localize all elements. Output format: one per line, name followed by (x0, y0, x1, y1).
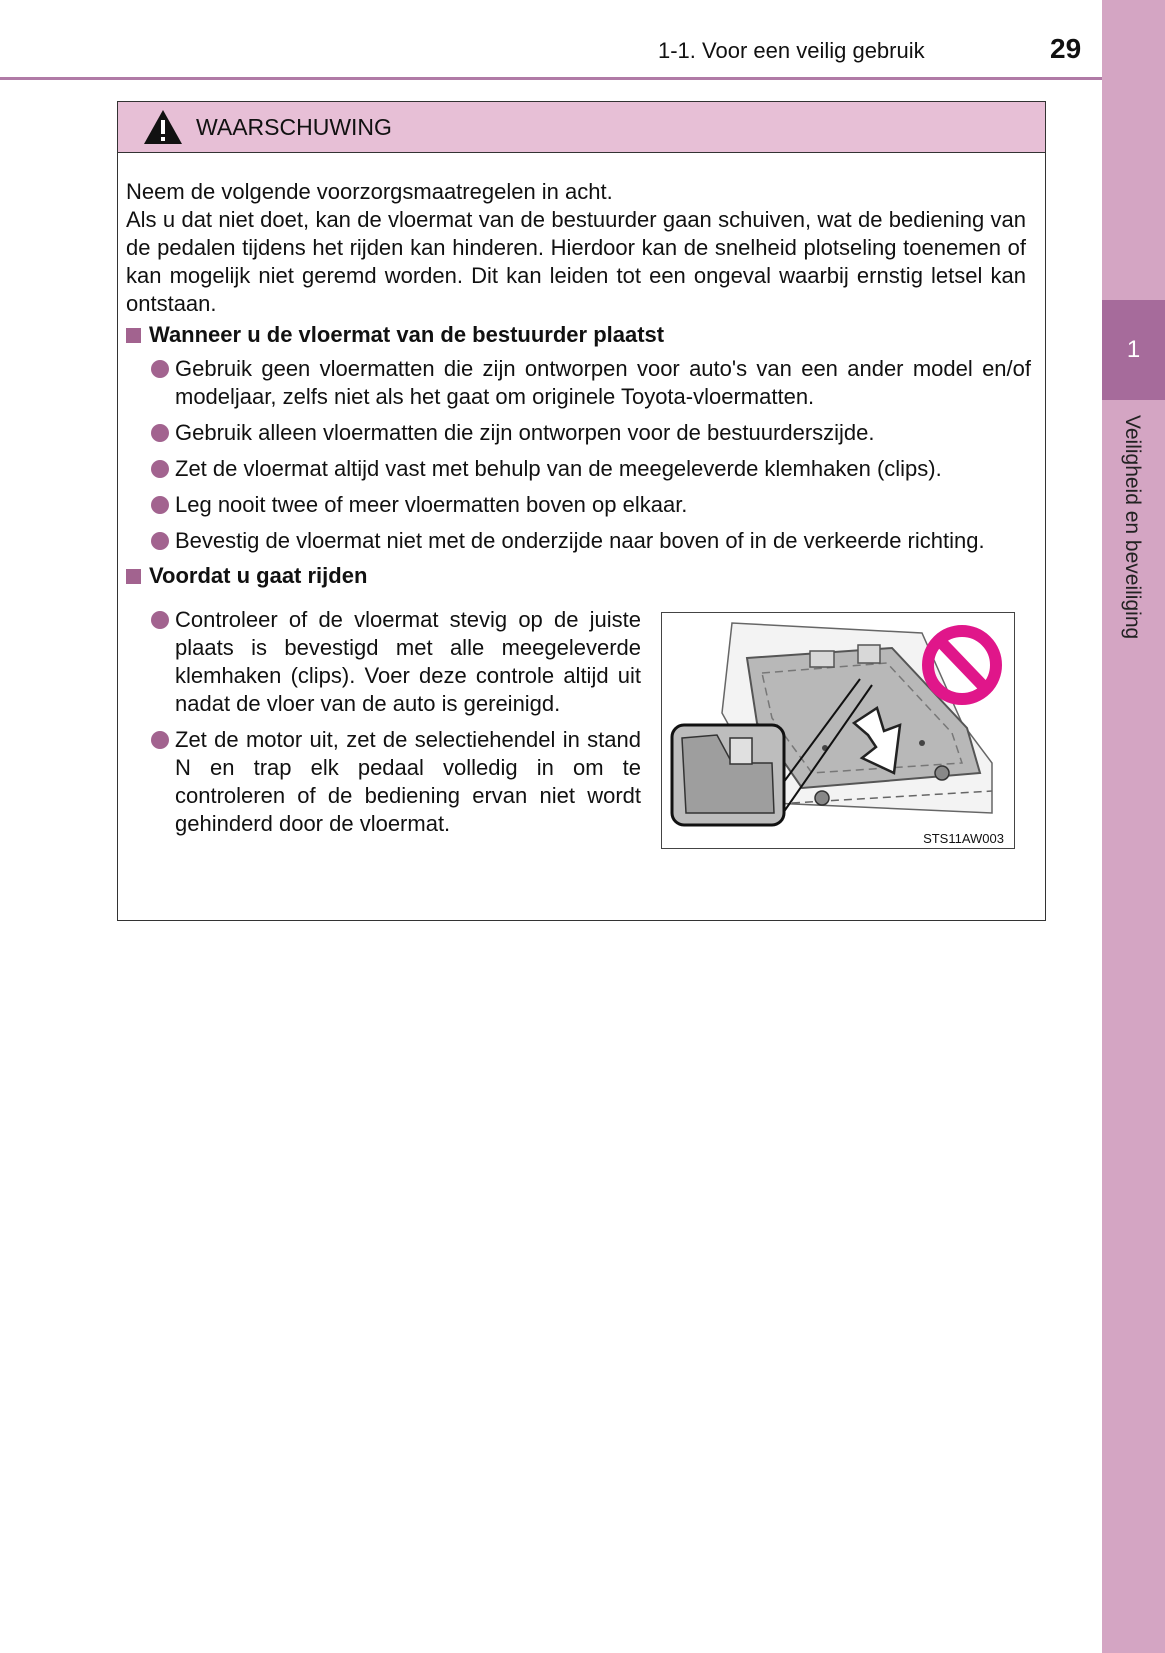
bullet-dot-icon (151, 360, 169, 378)
bullet-dot-icon (151, 532, 169, 550)
intro-line: Neem de volgende voorzorgsmaatregelen in acht. (126, 179, 613, 204)
square-bullet-icon (126, 569, 141, 584)
bullet-dot-icon (151, 611, 169, 629)
section-heading-text: Voordat u gaat rijden (149, 563, 368, 588)
figure-code: STS11AW003 (923, 831, 1004, 846)
list-item-text: Controleer of de vloermat stevig op de juiste plaats is bevestigd met alle meegeleverde klemhaken (clips). Voer deze controle altijd uit nadat de vloer van de auto is gereinigd. (175, 607, 641, 716)
list-item-text: Leg nooit twee of meer vloermatten boven op elkaar. (175, 492, 688, 517)
floor-mat-drawing (662, 613, 1014, 848)
section-heading-placing (126, 322, 664, 348)
list-item-text: Zet de vloermat altijd vast met behulp van de meegeleverde klemhaken (clips). (175, 456, 942, 481)
list-item (151, 527, 1031, 555)
bullet-dot-icon (151, 460, 169, 478)
floor-mat-illustration (661, 612, 1015, 849)
page-number: 29 (1050, 33, 1082, 64)
list-item-text: Gebruik geen vloermatten die zijn ontworpen voor auto's van een ander model en/of modeljaar, zelfs niet als het gaat om originele Toyota-vloermatten. (175, 356, 1031, 409)
bullet-dot-icon (151, 424, 169, 442)
list-item (151, 726, 641, 838)
warning-intro (126, 178, 1026, 318)
section-title: 1-1. Voor een veilig gebruik (658, 38, 925, 63)
square-bullet-icon (126, 328, 141, 343)
bullet-dot-icon (151, 731, 169, 749)
list-item-text: Gebruik alleen vloermatten die zijn ontworpen voor de bestuurderszijde. (175, 420, 875, 445)
intro-paragraph: Als u dat niet doet, kan de vloermat van de bestuurder gaan schuiven, wat de bediening van de pedalen tijdens het rijden kan hinderen. Hierdoor kan de snelheid plotseling toenemen of kan mogelijk niet geremd worden. Dit kan leiden tot een ongeval waarbij ernstig letsel kan ontstaan. (126, 207, 1026, 316)
list-item-text: Zet de motor uit, zet de selectiehendel in stand N en trap elk pedaal volledig in om te controleren of de bediening ervan niet wordt gehinderd door de vloermat. (175, 727, 641, 836)
section-heading-before-driving (126, 563, 367, 589)
chapter-sidebar (1102, 0, 1165, 1653)
warning-title: WAARSCHUWING (196, 113, 392, 140)
warning-box (117, 101, 1046, 921)
chapter-number: 1 (1126, 336, 1141, 363)
section-heading-text: Wanneer u de vloermat van de bestuurder plaatst (149, 322, 665, 347)
list-item (151, 455, 1031, 483)
list-item (151, 491, 1031, 519)
warning-header (118, 102, 1045, 153)
header-divider (0, 77, 1102, 80)
bullet-dot-icon (151, 496, 169, 514)
list-item (151, 606, 641, 718)
list-item (151, 355, 1031, 411)
list-item (151, 419, 1031, 447)
chapter-title: Veiligheid en beveiliging (1121, 415, 1144, 640)
list-item-text: Bevestig de vloermat niet met de onderzijde naar boven of in de verkeerde richting. (175, 528, 985, 553)
warning-triangle-icon (142, 108, 184, 146)
chapter-tab[interactable] (1102, 300, 1165, 400)
